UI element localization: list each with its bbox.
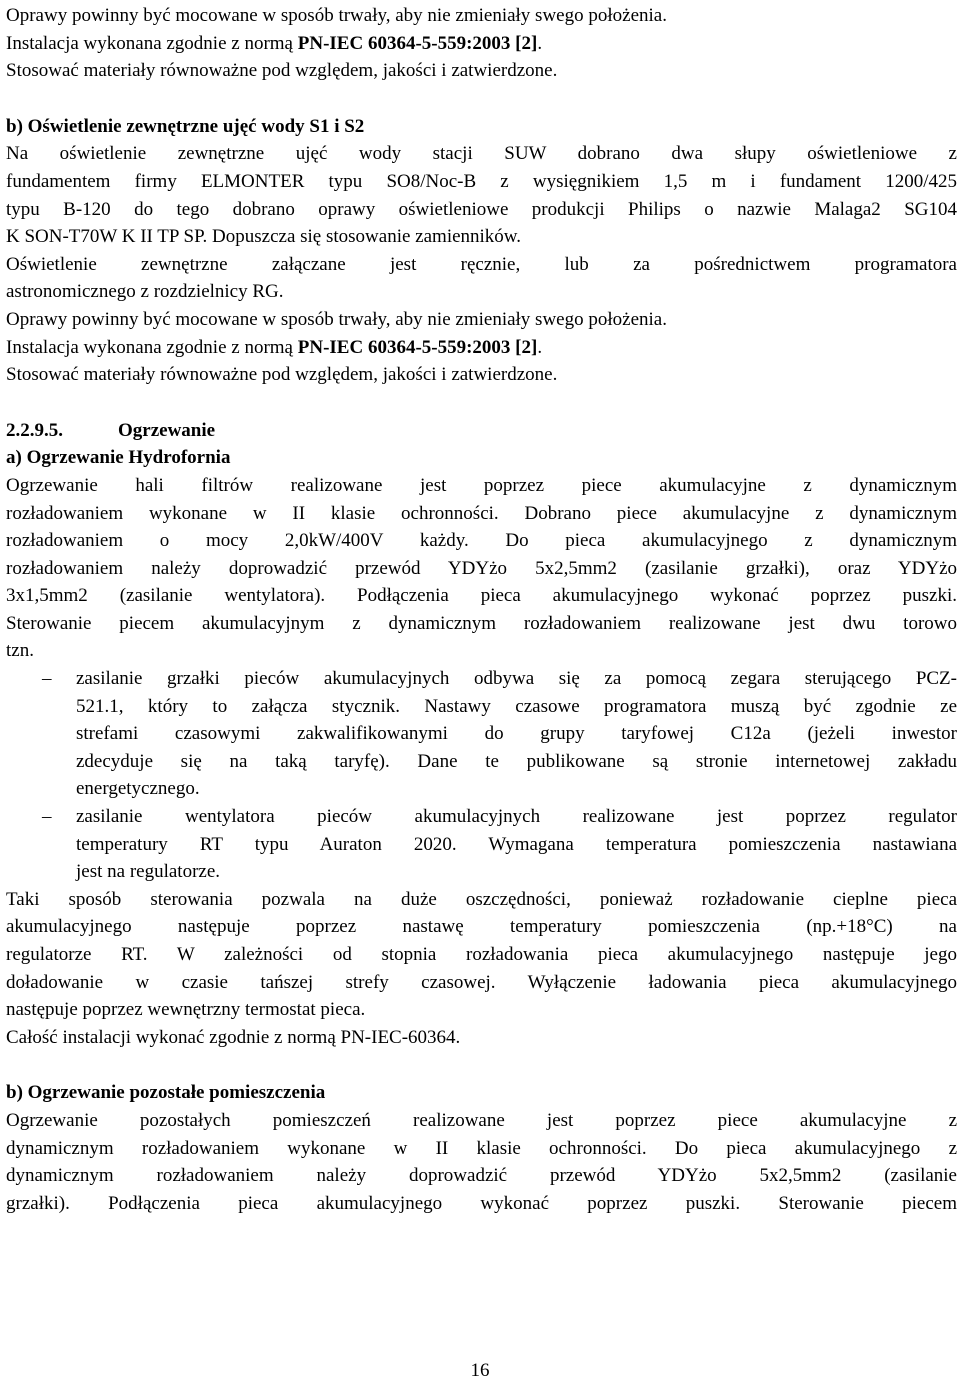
standard-reference: PN-IEC 60364-5-559:2003 [2]	[297, 32, 538, 54]
text-line: zdecyduje się na taką taryfę). Dane te publikowane są stronie internetowej zakładu	[76, 750, 957, 772]
text-line: akumulacyjnego następuje poprzez nastawę temperatury pomieszczenia (np.+18°C) na	[6, 916, 957, 938]
spacer	[6, 389, 957, 417]
standard-reference: PN-IEC 60364-5-559:2003 [2]	[297, 336, 538, 358]
section-heading-lighting: b) Oświetlenie zewnętrzne ujęć wody S1 i S2	[6, 115, 365, 137]
text-line: Stosować materiały równoważne pod względem, jakości i zatwierdzone.	[6, 364, 558, 386]
text-line: 521.1, który to załącza stycznik. Nastawy czasowe programatora muszą być zgodnie ze	[76, 695, 957, 717]
text-line: doładowanie w czasie tańszej strefy czasowej. Wyłączenie ładowania pieca akumulacyjnego	[6, 971, 957, 993]
text-line: Oprawy powinny być mocowane w sposób trwały, aby nie zmieniały swego położenia.	[6, 308, 667, 330]
text-line: fundamentem firmy ELMONTER typu SO8/Noc-B z wysięgnikiem 1,5 m i fundament 1200/425	[6, 170, 957, 192]
text-fragment: .	[537, 32, 543, 54]
text-line: dynamicznym rozładowaniem wykonane w II klasie ochronności. Do pieca akumulacyjnego z	[6, 1137, 957, 1159]
text-line	[6, 30, 957, 58]
text-line: grzałki). Podłączenia pieca akumulacyjnego wykonać poprzez puszki. Sterowanie piecem	[6, 1192, 957, 1214]
text-line: typu B-120 do tego dobrano oprawy oświetleniowe produkcji Philips o nazwie Malaga2 SG104	[6, 198, 957, 220]
section-title: Ogrzewanie	[118, 419, 216, 441]
document-page	[6, 2, 957, 1217]
subsection-heading-hydrofornia: a) Ogrzewanie Hydrofornia	[6, 447, 231, 469]
text-line: regulatorze RT. W zależności od stopnia rozładowania pieca akumulacyjnego następuje jego	[6, 944, 957, 965]
text-fragment: Instalacja wykonana zgodnie z normą	[6, 336, 298, 358]
text-line: Stosować materiały równoważne pod względem, jakości i zatwierdzone.	[6, 60, 558, 82]
dash-bullet: –	[42, 668, 52, 690]
spacer	[6, 1051, 957, 1079]
text-line: temperatury RT typu Auraton 2020. Wymagana temperatura pomieszczenia nastawiana	[76, 833, 957, 855]
list-item	[6, 803, 957, 886]
text-line	[6, 334, 957, 362]
text-line: zasilanie grzałki pieców akumulacyjnych odbywa się za pomocą zegara sterującego PCZ-	[76, 668, 957, 690]
text-line: zasilanie wentylatora pieców akumulacyjnych realizowane jest poprzez regulator	[76, 806, 957, 828]
text-line: Na oświetlenie zewnętrzne ujęć wody stacji SUW dobrano dwa słupy oświetleniowe z	[6, 143, 957, 165]
text-line: rozładowaniem wykonane w II klasie ochronności. Dobrano piece akumulacyjne z dynamicznym	[6, 502, 957, 524]
text-line: astronomicznego z rozdzielnicy RG.	[6, 281, 284, 303]
subsection-heading-other-rooms: b) Ogrzewanie pozostałe pomieszczenia	[6, 1082, 326, 1104]
list-item	[6, 665, 957, 803]
text-line: energetycznego.	[76, 778, 200, 800]
text-line: Ogrzewanie hali filtrów realizowane jest poprzez piece akumulacyjne z dynamicznym	[6, 474, 957, 496]
text-fragment: Instalacja wykonana zgodnie z normą	[6, 32, 298, 54]
text-line: 3x1,5mm2 (zasilanie wentylatora). Podłączenia pieca akumulacyjnego wykonać poprzez puszki.	[6, 585, 957, 607]
text-line: jest na regulatorze.	[76, 861, 221, 883]
text-line: Ogrzewanie pozostałych pomieszczeń realizowane jest poprzez piece akumulacyjne z	[6, 1109, 957, 1131]
spacer	[6, 85, 957, 113]
text-line: strefami czasowymi zakwalifikowanymi do grupy taryfowej C12a (jeżeli inwestor	[76, 723, 957, 745]
text-line: Całość instalacji wykonać zgodnie z normą PN-IEC-60364.	[6, 1026, 461, 1048]
text-fragment: .	[537, 336, 543, 358]
dash-bullet: –	[42, 806, 52, 828]
text-line: tzn.	[6, 640, 34, 662]
text-line: Sterowanie piecem akumulacyjnym z dynamicznym rozładowaniem realizowane jest dwu torowo	[6, 612, 957, 634]
section-number: 2.2.9.5.	[6, 419, 63, 441]
page-number: 16	[470, 1360, 490, 1381]
text-line: dynamicznym rozładowaniem należy doprowadzić przewód YDYżo 5x2,5mm2 (zasilanie	[6, 1165, 957, 1187]
text-line: Taki sposób sterowania pozwala na duże oszczędności, ponieważ rozładowanie cieplne pieca	[6, 888, 957, 910]
text-line: rozładowaniem należy doprowadzić przewód YDYżo 5x2,5mm2 (zasilanie grzałki), oraz YDYżo	[6, 557, 957, 579]
text-line: Oprawy powinny być mocowane w sposób trwały, aby nie zmieniały swego położenia.	[6, 5, 667, 26]
text-line: następuje poprzez wewnętrzny termostat pieca.	[6, 999, 366, 1021]
section-heading-heating	[6, 417, 957, 445]
text-line: Oświetlenie zewnętrzne załączane jest ręcznie, lub za pośrednictwem programatora	[6, 253, 957, 275]
text-line: rozładowaniem o mocy 2,0kW/400V każdy. Do pieca akumulacyjnego z dynamicznym	[6, 530, 957, 552]
text-line: K SON-T70W K II TP SP. Dopuszcza się stosowanie zamienników.	[6, 226, 522, 248]
